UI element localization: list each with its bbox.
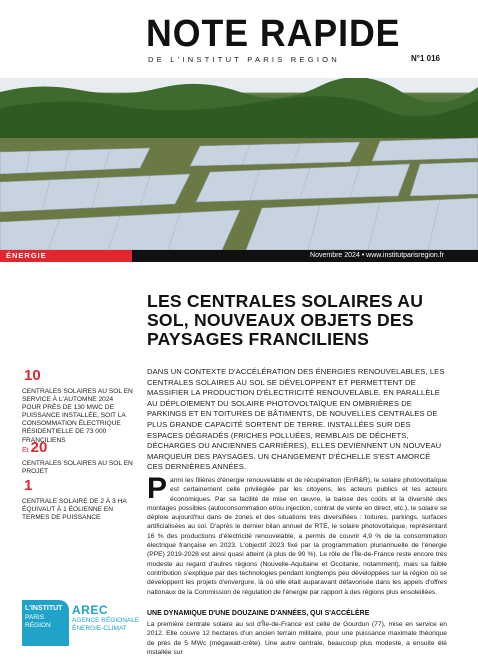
stat-item — [22, 478, 134, 522]
stat-item — [22, 368, 134, 445]
body-paragraph-2: La première centrale solaire au sol d'Île-de-France est celle de Gourdun (77), mise en service en 2012. Elle couvre 12 hectares d'un ancien terrain militaire, pour une puissance maximale théorique de près de 5 MWc (mégawatt-crête). Une autre centrale, beaucoup plus modeste, a ensuite été installée sur — [147, 621, 447, 656]
stat-number: 10 — [24, 367, 41, 384]
logo-text-line1: L'INSTITUT — [25, 605, 63, 612]
section-subheading: UNE DYNAMIQUE D'UNE DOUZAINE D'ANNÉES, QUI S'ACCÉLÈRE — [147, 610, 370, 617]
date-and-website: Novembre 2024 • www.institutparisregion.fr — [310, 252, 444, 259]
logo-text-line2: PARIS RÉGION — [25, 614, 51, 629]
article-headline: LES CENTRALES SOLAIRES AU SOL, NOUVEAUX OBJETS DES PAYSAGES FRANCILIENS — [147, 291, 424, 349]
solar-field-illustration — [0, 78, 478, 250]
body-paragraph-text: armi les filières d'énergie renouvelable et de récupération (EnR&R), le solaire photovoltaïque est certainement celle privilégiée par les citoyens, les acteurs publics et les acteurs économiques. Par sa facilité de mise en œuvre, la baisse des coûts et la diversité des montages possibles (autoconsommation et/ou injection, contrat de vente en direct, etc.), le solaire se déploie aujourd'hui dans de zones et des situations très diversifiées : toitures, parkings, surfaces artificialisées au sol. D'après le dernier bilan annuel de RTE, le solaire photovoltaïque, représentant 16 % des productions d'électricité renouvelable, a permis de couvrir 4,9 % de la consommation électrique française en 2023. L'objectif 2023 fixé par la programmation pluriannuelle de l'énergie (PPE) 2019-2028 est ainsi quasi atteint (à plus de 90 %). Le rôle de l'Île-de-France reste encore très modeste au regard d'autres régions (Nouvelle-Aquitaine et Occitanie, notamment), mais sa faible contribution s'explique par des technologies pendant longtemps peu développées sur la région où se développent les projets d'envergure, là où elle était auparavant défavorisée dans les appels d'offres nationaux de la Commission de régulation de l'énergie par rapport à des régions plus ensoleillées. — [147, 477, 447, 596]
stat-description: CENTRALE SOLAIRE DE 2 À 3 HA ÉQUIVAUT À 1 ÉOLIENNE EN TERMES DE PUISSANCE — [22, 498, 127, 522]
stat-description: CENTRALES SOLAIRES AU SOL EN SERVICE À L'AUTOMNE 2024 POUR PRÈS DE 130 MWC DE PUISSANCE INSTALLÉE, SOIT LA CONSOMMATION ÉLECTRIQUE RÉSIDENTIELLE DE 73 000 FRANCILIENS — [22, 388, 133, 444]
body-paragraph — [147, 472, 447, 597]
masthead — [0, 0, 478, 78]
stat-number: 1 — [24, 477, 33, 494]
lead-paragraph: DANS UN CONTEXTE D'ACCÉLÉRATION DES ÉNERGIES RENOUVELABLES, LES CENTRALES SOLAIRES AU SOL SE DÉVELOPPENT ET PERMETTENT DE MASSIFIER LA PRODUCTION D'ÉLECTRICITÉ RENOUVELABLE. EN PARALLÈLE AU DÉPLOIEMENT DU SOLAIRE PHOTOVOLTAÏQUE EN OMBRIÈRES DE PARKINGS ET EN TOITURES DE BÂTIMENTS, DE NOUVELLES CENTRALES DE PLUS GRANDE CAPACITÉ SORTENT DE TERRE. INSTALLÉES SUR DES ESPACES DÉGRADÉS (FRICHES POLLUÉES, REMBLAIS DE DÉCHETS, DÉCHARGES OU ANCIENNES CARRIÈRES), ELLES DEVIENNENT UN NOUVEAU MARQUEUR DES PAYSAGES. UN CHANGEMENT D'ÉCHELLE S'EST AMORCÉ CES DERNIÈRES ANNÉES. — [147, 367, 445, 472]
stat-number: Et 20 — [22, 439, 48, 456]
category-label: ÉNERGIE — [6, 251, 47, 260]
arec-logo-title: AREC — [72, 603, 109, 617]
stat-item — [22, 440, 134, 476]
issue-number: N°1 016 — [411, 54, 440, 63]
publication-subtitle: DE L'INSTITUT PARIS REGION — [148, 55, 340, 64]
arec-logo-subtitle: AGENCE RÉGIONALE ÉNERGIE-CLIMAT — [72, 617, 140, 632]
hero-photo-solar-field — [0, 78, 478, 250]
dropcap-letter: P — [147, 472, 168, 505]
stat-description: CENTRALES SOLAIRES AU SOL EN PROJET — [22, 460, 133, 476]
publication-title: NOTE RAPIDE — [146, 13, 401, 55]
